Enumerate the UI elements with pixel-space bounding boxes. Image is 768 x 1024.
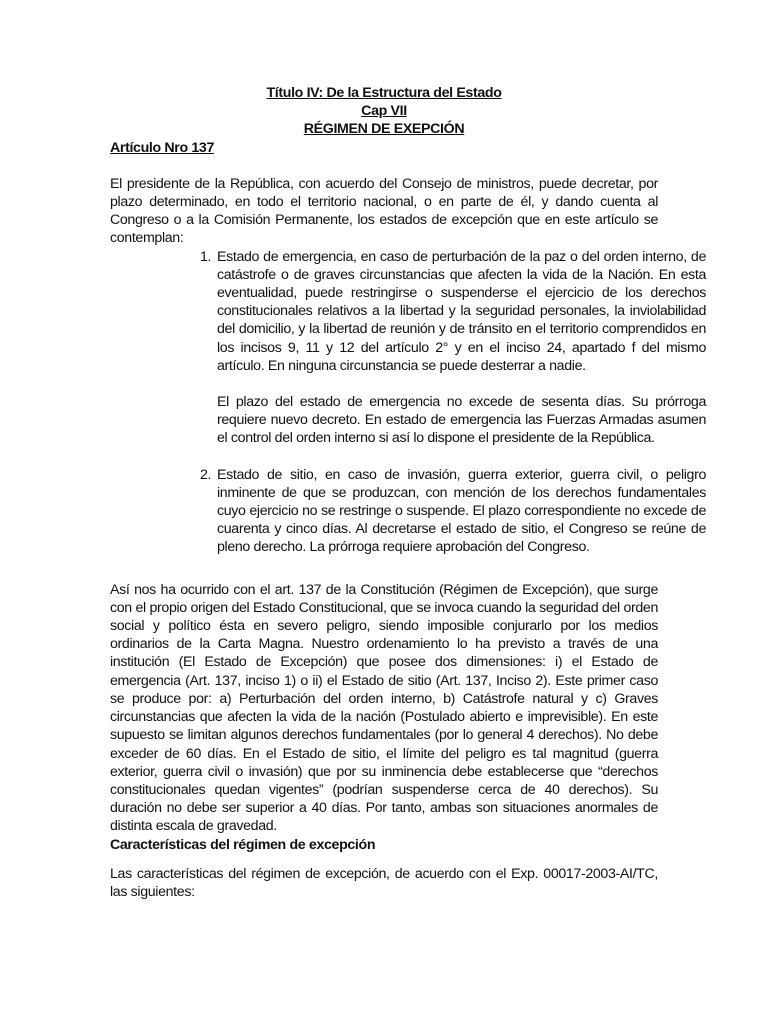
regime-heading: RÉGIMEN DE EXEPCIÓN <box>303 121 465 138</box>
list-item <box>200 248 706 448</box>
list-item-paragraph: Estado de sitio, en caso de invasión, guerra exterior, guerra civil, o peligro inminente de que se produzcan, con mención de los derechos fundamentales cuyo ejercicio no se restringe o suspende. El plazo correspondiente no excede de cuarenta y cinco días. Al decretarse el estado de sitio, el Congreso se reúne de pleno derecho. La prórroga requiere aprobación del Congreso. <box>217 466 706 556</box>
characteristics-heading: Características del régimen de excepción <box>110 836 376 853</box>
article-items-list <box>200 248 706 557</box>
list-item-number: 1. <box>200 248 212 265</box>
list-item-paragraph: El plazo del estado de emergencia no excede de sesenta días. Su prórroga requiere nuevo decreto. En estado de emergencia las Fuerzas Armadas asumen el control del orden interno si así lo dispone el presidente de la República. <box>217 394 706 447</box>
list-item-number: 2. <box>200 466 212 483</box>
characteristics-paragraph: Las características del régimen de excepción, de acuerdo con el Exp. 00017-2003-AI/TC, las siguientes: <box>110 865 658 900</box>
list-item-paragraph: Estado de emergencia, en caso de perturbación de la paz o del orden interno, de catástrofe o de graves circunstancias que afecten la vida de la Nación. En esta eventualidad, puede restringirse o suspenderse el ejercicio de los derechos constitucionales relativos a la libertad y la seguridad personales, la inviolabilidad del domicilio, y la libertad de reunión y de tránsito en el territorio comprendidos en los incisos 9, 11 y 12 del artículo 2° y en el inciso 24, apartado f del mismo artículo. En ninguna circunstancia se puede desterrar a nadie. <box>217 248 706 374</box>
list-item <box>200 466 706 557</box>
chapter-heading: Cap VII <box>361 103 407 120</box>
article-heading: Artículo Nro 137 <box>110 139 214 156</box>
title-heading: Título IV: De la Estructura del Estado <box>266 85 502 101</box>
commentary-paragraph: Así nos ha ocurrido con el art. 137 de la Constitución (Régimen de Excepción), que surge con el propio origen del Estado Constitucional, que se invoca cuando la seguridad del orden social y político ésta en severo peligro, siendo imposible conjurarlo por los medios ordinarios de la Carta Magna. Nuestro ordenamiento lo ha previsto a través de una institución (El Estado de Excepción) que posee dos dimensiones: i) el Estado de emergencia (Art. 137, inciso 1) o ii) el Estado de sitio (Art. 137, Inciso 2). Este primer caso se produce por: a) Perturbación del orden interno, b) Catástrofe natural y c) Graves circunstancias que afecten la vida de la nación (Postulado abierto e imprevisible). En este supuesto se limitan algunos derechos fundamentales (por lo general 4 derechos). No debe exceder de 60 días. En el Estado de sitio, el límite del peligro es tal magnitud (guerra exterior, guerra civil o invasión) que por su inminencia debe establecerse que “derechos constitucionales quedan vigentes” (podrían suspenderse cerca de 40 derechos). Su duración no debe ser superior a 40 días. Por tanto, ambas son situaciones anormales de distinta escala de gravedad. <box>110 581 658 835</box>
article-intro: El presidente de la República, con acuerdo del Consejo de ministros, puede decretar, por plazo determinado, en todo el territorio nacional, o en parte de él, y dando cuenta al Congreso o a la Comisión Permanente, los estados de excepción que en este artículo se contemplan: <box>110 175 658 247</box>
